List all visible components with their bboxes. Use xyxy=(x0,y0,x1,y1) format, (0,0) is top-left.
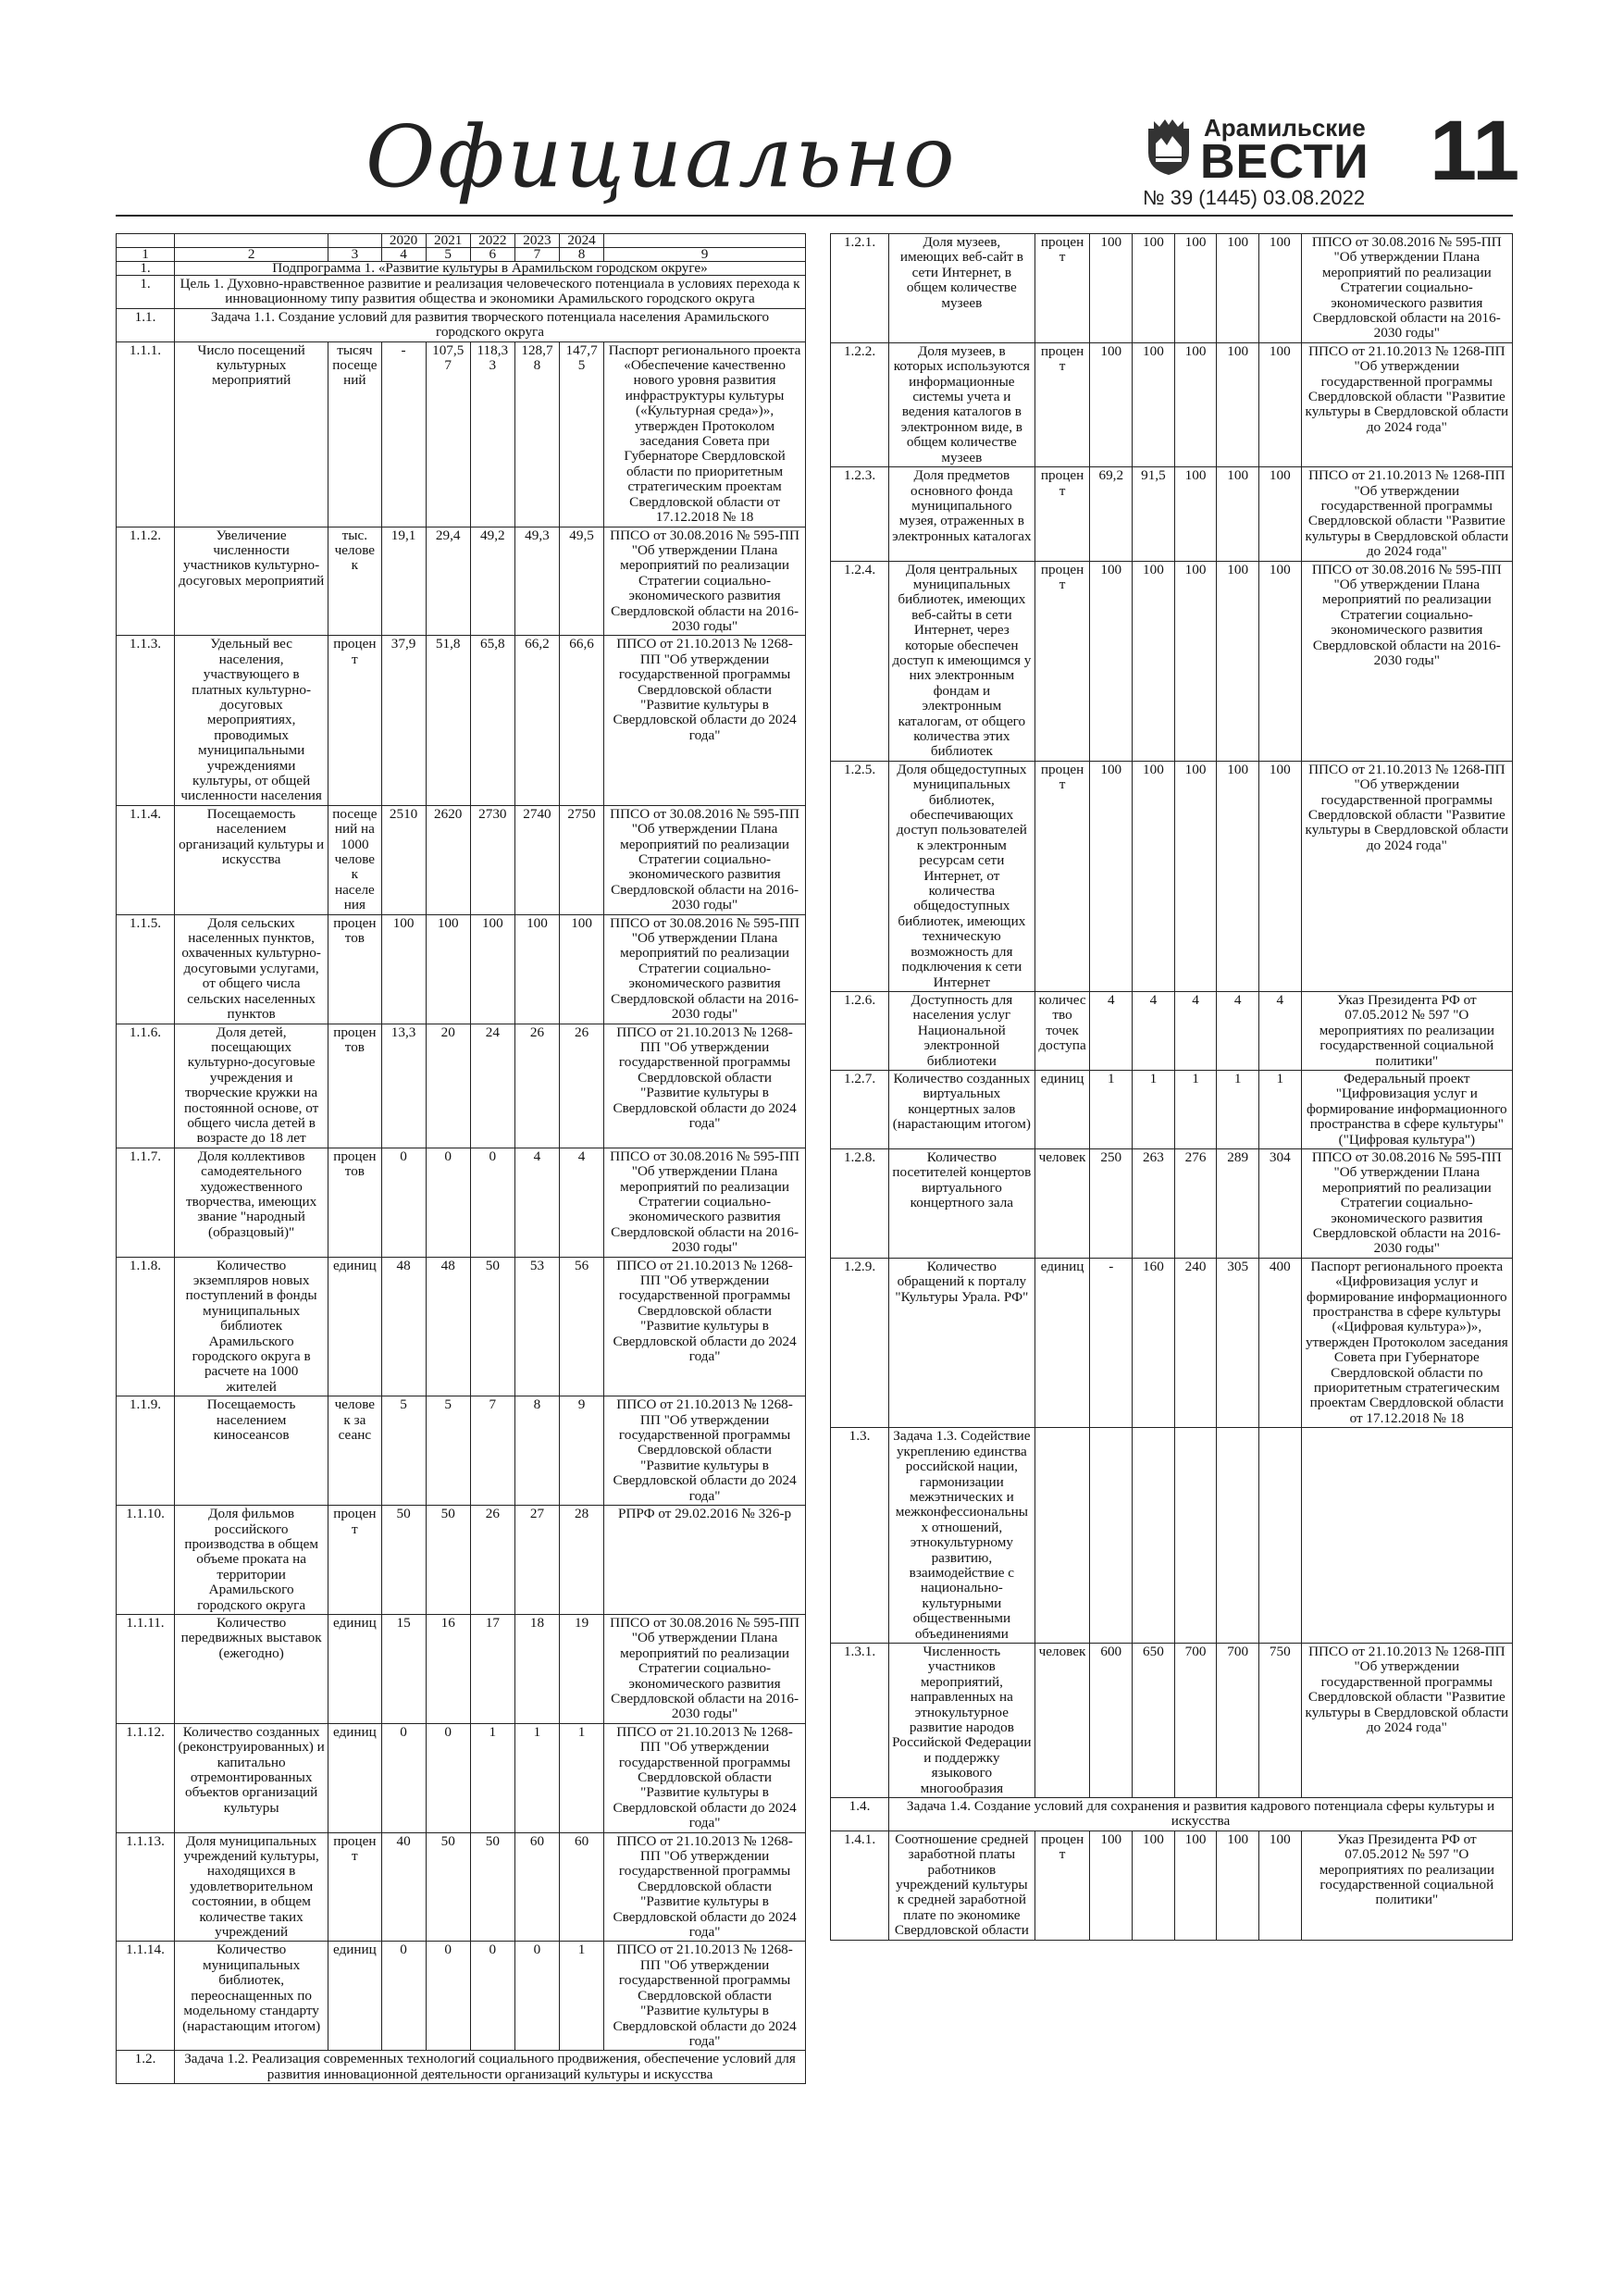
value-2020: 13,3 xyxy=(381,1024,426,1148)
indicator-name: Количество экземпляров новых поступлений в фонды муниципальных библиотек Арамильского городского округа в расчете на 1000 жителей xyxy=(175,1257,328,1396)
value-2022: 100 xyxy=(1174,561,1217,761)
year-header-row xyxy=(117,234,806,248)
program-title: Подпрограмма 1. «Развитие культуры в Арамильском городском округе» xyxy=(175,262,806,276)
indicator-name: Число посещений культурных мероприятий xyxy=(175,341,328,527)
value-2020: 48 xyxy=(381,1257,426,1396)
indicator-source: ППСО от 30.08.2016 № 595-ПП "Об утверждении Плана мероприятий по реализации Стратегии социально-экономического развития Свердловской области на 2016-2030 годы" xyxy=(604,805,806,914)
table-row xyxy=(117,1942,806,2051)
value-2024: 147,75 xyxy=(560,341,604,527)
value-2023: 1 xyxy=(1217,1070,1259,1148)
column-number: 3 xyxy=(328,248,381,262)
value-2024: 100 xyxy=(1259,561,1302,761)
value-2023: 100 xyxy=(1217,342,1259,466)
indicator-source: Указ Президента РФ от 07.05.2012 № 597 "О мероприятиях по реализации государственной социальной политики" xyxy=(1301,1831,1512,1940)
indicator-source: ППСО от 21.10.2013 № 1268-ПП "Об утверждении государственной программы Свердловской области "Развитие культуры в Свердловской области до 2024 года" xyxy=(604,1257,806,1396)
indicator-number: 1.1.9. xyxy=(117,1396,175,1506)
value-2022: 49,2 xyxy=(470,527,514,636)
goal-text: Цель 1. Духовно-нравственное развитие и реализация человеческого потенциала в условиях перехода к инновационному типу развития общества и экономики Арамильского городского округа xyxy=(175,276,806,309)
value-2024: 4 xyxy=(1259,991,1302,1070)
indicator-source: ППСО от 21.10.2013 № 1268-ПП "Об утверждении государственной программы Свердловской области "Развитие культуры в Свердловской области до 2024 года" xyxy=(604,636,806,805)
value-2022: 100 xyxy=(1174,234,1217,343)
indicator-number: 1.4.1. xyxy=(831,1831,889,1940)
indicator-number: 1.2.3. xyxy=(831,467,889,561)
indicator-number: 1.1.2. xyxy=(117,527,175,636)
table-row xyxy=(117,1396,806,1506)
indicator-number: 1.3.1. xyxy=(831,1643,889,1797)
indicator-number: 1.2.7. xyxy=(831,1070,889,1148)
value-2024: 304 xyxy=(1259,1148,1302,1258)
indicator-unit: человек xyxy=(1035,1643,1090,1797)
table-row xyxy=(831,561,1513,761)
indicator-name: Посещаемость населением киносеансов xyxy=(175,1396,328,1506)
value-2023: 60 xyxy=(514,1832,559,1942)
value-2020: 0 xyxy=(381,1942,426,2051)
value-2023: 4 xyxy=(514,1148,559,1257)
indicator-name: Доля общедоступных муниципальных библиотек, обеспечивающих доступ пользователей к электронным ресурсам сети Интернет, от количества общедоступных библиотек, имеющих техническую возможность для подключения к сети Интернет xyxy=(889,761,1035,991)
value-2021: 2620 xyxy=(426,805,470,914)
indicator-number: 1.2.9. xyxy=(831,1258,889,1427)
indicator-source: Федеральный проект "Цифровизация услуг и формирование информационного пространства в сфере культуры" ("Цифровая культура") xyxy=(1301,1070,1512,1148)
value-2021: 107,57 xyxy=(426,341,470,527)
value-2023: 1 xyxy=(514,1723,559,1832)
table-row xyxy=(117,1148,806,1257)
value-2023: 8 xyxy=(514,1396,559,1506)
indicator-number: 1.1.13. xyxy=(117,1832,175,1942)
column-number: 5 xyxy=(426,248,470,262)
indicator-source: РПРФ от 29.02.2016 № 326-р xyxy=(604,1506,806,1615)
indicator-source: ППСО от 21.10.2013 № 1268-ПП "Об утверждении государственной программы Свердловской области "Развитие культуры в Свердловской области до 2024 года" xyxy=(1301,1643,1512,1797)
indicator-name: Количество посетителей концертов виртуального концертного зала xyxy=(889,1148,1035,1258)
task-text: Задача 1.2. Реализация современных технологий социального продвижения, обеспечение условий для развития инновационной деятельности организаций культуры и искусства xyxy=(175,2051,806,2084)
indicator-name: Удельный вес населения, участвующего в платных культурно-досуговых мероприятиях, проводимых муниципальными учреждениями культуры, от общей численности населения xyxy=(175,636,328,805)
value-2021: 100 xyxy=(1133,342,1175,466)
table-row xyxy=(117,1024,806,1148)
value-2021: 160 xyxy=(1133,1258,1175,1427)
indicator-unit: количество точек доступа xyxy=(1035,991,1090,1070)
value-2023: 128,78 xyxy=(514,341,559,527)
indicator-number: 1.1.10. xyxy=(117,1506,175,1615)
value-2024: 2750 xyxy=(560,805,604,914)
value-2022: 100 xyxy=(1174,342,1217,466)
indicator-unit: единиц xyxy=(1035,1070,1090,1148)
value-2024: 26 xyxy=(560,1024,604,1148)
value-2024: 100 xyxy=(1259,1831,1302,1940)
indicator-unit: процент xyxy=(1035,342,1090,466)
task-text: Задача 1.3. Содействие укреплению единства российской нации, гармонизации межэтнических и межконфессиональных отношений, этнокультурному развитию, взаимодействие с национально-культурными общественными объединениями xyxy=(889,1428,1035,1644)
column-number: 8 xyxy=(560,248,604,262)
table-row xyxy=(117,1723,806,1832)
value-2022: 0 xyxy=(470,1942,514,2051)
value-2020: 100 xyxy=(1090,234,1133,343)
value-2020: 2510 xyxy=(381,805,426,914)
value-2022: 118,33 xyxy=(470,341,514,527)
value-2020: 50 xyxy=(381,1506,426,1615)
table-row xyxy=(831,991,1513,1070)
indicator-unit: процент xyxy=(1035,1831,1090,1940)
value-2023: 100 xyxy=(1217,761,1259,991)
column-number: 1 xyxy=(117,248,175,262)
indicator-name: Доля коллективов самодеятельного художественного творчества, имеющих звание "народный (образцовый)" xyxy=(175,1148,328,1257)
value-2020: - xyxy=(381,341,426,527)
value-2023: 100 xyxy=(1217,234,1259,343)
value-2023: 49,3 xyxy=(514,527,559,636)
indicator-unit: процент xyxy=(328,636,381,805)
value-2022: 100 xyxy=(1174,761,1217,991)
table-row xyxy=(117,527,806,636)
indicator-unit: процент xyxy=(1035,467,1090,561)
task-row xyxy=(117,308,806,341)
value-2024: 1 xyxy=(1259,1070,1302,1148)
indicator-name: Количество созданных (реконструированных) и капитально отремонтированных объектов организаций культуры xyxy=(175,1723,328,1832)
indicator-source: ППСО от 30.08.2016 № 595-ПП "Об утверждении Плана мероприятий по реализации Стратегии социально-экономического развития Свердловской области на 2016-2030 годы" xyxy=(1301,561,1512,761)
indicator-number: 1.2.4. xyxy=(831,561,889,761)
indicator-unit: единиц xyxy=(328,1942,381,2051)
value-2023: 4 xyxy=(1217,991,1259,1070)
value-2021: 100 xyxy=(426,914,470,1024)
indicator-name: Численность участников мероприятий, направленных на этнокультурное развитие народов Российской Федерации и поддержку языкового многообразия xyxy=(889,1643,1035,1797)
indicators-table-left xyxy=(116,233,806,2084)
value-2022: 65,8 xyxy=(470,636,514,805)
value-2020: 69,2 xyxy=(1090,467,1133,561)
value-2020: 100 xyxy=(381,914,426,1024)
table-row xyxy=(117,1257,806,1396)
task-row xyxy=(831,1428,1513,1644)
value-2020: 100 xyxy=(1090,761,1133,991)
value-2023: 289 xyxy=(1217,1148,1259,1258)
indicator-number: 1.1.12. xyxy=(117,1723,175,1832)
indicator-name: Доля детей, посещающих культурно-досуговые учреждения и творческие кружки на постоянной основе, от общего числа детей в возрасте до 18 лет xyxy=(175,1024,328,1148)
value-2022: 100 xyxy=(470,914,514,1024)
value-2022: 26 xyxy=(470,1506,514,1615)
value-2020: 1 xyxy=(1090,1070,1133,1148)
indicator-unit: посещений на 1000 человек населения xyxy=(328,805,381,914)
table-row xyxy=(117,1506,806,1615)
indicator-source: ППСО от 21.10.2013 № 1268-ПП "Об утверждении государственной программы Свердловской области "Развитие культуры в Свердловской области до 2024 года" xyxy=(604,1832,806,1942)
value-2020: 250 xyxy=(1090,1148,1133,1258)
value-2024: 100 xyxy=(560,914,604,1024)
column-number: 7 xyxy=(514,248,559,262)
value-2022: 50 xyxy=(470,1832,514,1942)
value-2020: 4 xyxy=(1090,991,1133,1070)
program-number: 1. xyxy=(117,262,175,276)
value-2021: 0 xyxy=(426,1942,470,2051)
value-2022: 240 xyxy=(1174,1258,1217,1427)
table-row xyxy=(831,342,1513,466)
indicator-number: 1.1.8. xyxy=(117,1257,175,1396)
value-2022: 276 xyxy=(1174,1148,1217,1258)
value-2023: 100 xyxy=(1217,1831,1259,1940)
indicator-number: 1.1.11. xyxy=(117,1614,175,1723)
value-2024: 4 xyxy=(560,1148,604,1257)
value-2024: 56 xyxy=(560,1257,604,1396)
value-2021: 20 xyxy=(426,1024,470,1148)
indicator-unit: единиц xyxy=(328,1723,381,1832)
indicator-source: Паспорт регионального проекта «Обеспечение качественно нового уровня развития инфраструктуры культуры («Культурная среда»)», утвержден Протоколом заседания Совета при Губернаторе Свердловской области по приоритетным стратегическим проектам Свердловской области от 17.12.2018 № 18 xyxy=(604,341,806,527)
value-2021: 50 xyxy=(426,1832,470,1942)
value-2023: 27 xyxy=(514,1506,559,1615)
indicator-name: Доля музеев, в которых используются информационные системы учета и ведения каталогов в электронном виде, в общем количестве музеев xyxy=(889,342,1035,466)
indicator-name: Количество муниципальных библиотек, переоснащенных по модельному стандарту (нарастающим итогом) xyxy=(175,1942,328,2051)
value-2021: 263 xyxy=(1133,1148,1175,1258)
value-2021: 16 xyxy=(426,1614,470,1723)
table-row xyxy=(831,467,1513,561)
program-row xyxy=(117,262,806,276)
value-2023: 26 xyxy=(514,1024,559,1148)
value-2024: 9 xyxy=(560,1396,604,1506)
value-2023: 0 xyxy=(514,1942,559,2051)
table-row xyxy=(831,1643,1513,1797)
indicator-unit: процентов xyxy=(328,1148,381,1257)
indicator-name: Количество обращений к порталу "Культуры Урала. РФ" xyxy=(889,1258,1035,1427)
value-2022: 1 xyxy=(1174,1070,1217,1148)
value-2020: - xyxy=(1090,1258,1133,1427)
indicator-unit: человек за сеанс xyxy=(328,1396,381,1506)
indicator-source: ППСО от 30.08.2016 № 595-ПП "Об утверждении Плана мероприятий по реализации Стратегии социально-экономического развития Свердловской области на 2016-2030 годы" xyxy=(1301,1148,1512,1258)
indicator-name: Доля предметов основного фонда муниципального музея, отраженных в электронных каталогах xyxy=(889,467,1035,561)
indicator-source: ППСО от 30.08.2016 № 595-ПП "Об утверждении Плана мероприятий по реализации Стратегии социально-экономического развития Свердловской области на 2016-2030 годы" xyxy=(1301,234,1512,343)
indicator-name: Количество передвижных выставок (ежегодно) xyxy=(175,1614,328,1723)
indicator-unit: тыс. человек xyxy=(328,527,381,636)
indicator-unit: процент xyxy=(1035,561,1090,761)
value-2020: 19,1 xyxy=(381,527,426,636)
value-2022: 2730 xyxy=(470,805,514,914)
value-2021: 51,8 xyxy=(426,636,470,805)
indicator-unit: единиц xyxy=(328,1257,381,1396)
value-2020: 15 xyxy=(381,1614,426,1723)
task-row xyxy=(831,1798,1513,1831)
value-2020: 100 xyxy=(1090,1831,1133,1940)
value-2020: 0 xyxy=(381,1148,426,1257)
value-2021: 100 xyxy=(1133,761,1175,991)
value-2022: 50 xyxy=(470,1257,514,1396)
table-row xyxy=(117,1614,806,1723)
value-2022: 0 xyxy=(470,1148,514,1257)
task-text: Задача 1.1. Создание условий для развития творческого потенциала населения Арамильского городского округа xyxy=(175,308,806,341)
value-2020: 37,9 xyxy=(381,636,426,805)
indicator-number: 1.1.14. xyxy=(117,1942,175,2051)
logo-subtitle: Арамильские xyxy=(1204,114,1366,142)
indicator-number: 1.1.7. xyxy=(117,1148,175,1257)
indicator-name: Доля центральных муниципальных библиотек, имеющих веб-сайты в сети Интернет, через которые обеспечен доступ к имеющимся у них электронным фондам и электронным каталогам, от общего количества этих библиотек xyxy=(889,561,1035,761)
indicator-unit: процент xyxy=(1035,234,1090,343)
value-2021: 0 xyxy=(426,1723,470,1832)
value-2020: 100 xyxy=(1090,561,1133,761)
indicator-name: Увеличение численности участников культурно-досуговых мероприятий xyxy=(175,527,328,636)
task-number: 1.2. xyxy=(117,2051,175,2084)
table-row xyxy=(117,914,806,1024)
value-2023: 100 xyxy=(1217,561,1259,761)
indicator-number: 1.2.1. xyxy=(831,234,889,343)
value-2024: 400 xyxy=(1259,1258,1302,1427)
year-header: 2021 xyxy=(426,234,470,248)
indicator-source: ППСО от 30.08.2016 № 595-ПП "Об утверждении Плана мероприятий по реализации Стратегии социально-экономического развития Свердловской области на 2016-2030 годы" xyxy=(604,1148,806,1257)
task-row xyxy=(117,2051,806,2084)
value-2024: 100 xyxy=(1259,467,1302,561)
value-2022: 4 xyxy=(1174,991,1217,1070)
indicator-source: Указ Президента РФ от 07.05.2012 № 597 "О мероприятиях по реализации государственной социальной политики" xyxy=(1301,991,1512,1070)
table-row xyxy=(831,1070,1513,1148)
task-text: Задача 1.4. Создание условий для сохранения и развития кадрового потенциала сферы культуры и искусства xyxy=(889,1798,1513,1831)
value-2022: 7 xyxy=(470,1396,514,1506)
value-2022: 24 xyxy=(470,1024,514,1148)
value-2023: 18 xyxy=(514,1614,559,1723)
indicator-number: 1.2.8. xyxy=(831,1148,889,1258)
table-row xyxy=(117,805,806,914)
column-number: 2 xyxy=(175,248,328,262)
value-2024: 100 xyxy=(1259,234,1302,343)
indicator-source: ППСО от 21.10.2013 № 1268-ПП "Об утверждении государственной программы Свердловской области "Развитие культуры в Свердловской области до 2024 года" xyxy=(604,1024,806,1148)
table-row xyxy=(831,761,1513,991)
value-2021: 100 xyxy=(1133,1831,1175,1940)
value-2024: 1 xyxy=(560,1942,604,2051)
value-2022: 1 xyxy=(470,1723,514,1832)
indicator-number: 1.2.5. xyxy=(831,761,889,991)
indicator-name: Доля музеев, имеющих веб-сайт в сети Интернет, в общем количестве музеев xyxy=(889,234,1035,343)
coat-of-arms-icon xyxy=(1143,116,1195,177)
indicator-unit: процент xyxy=(328,1832,381,1942)
value-2020: 600 xyxy=(1090,1643,1133,1797)
indicator-number: 1.1.6. xyxy=(117,1024,175,1148)
year-header: 2023 xyxy=(514,234,559,248)
value-2021: 650 xyxy=(1133,1643,1175,1797)
indicator-name: Количество созданных виртуальных концертных залов (нарастающим итогом) xyxy=(889,1070,1035,1148)
indicator-source: ППСО от 21.10.2013 № 1268-ПП "Об утверждении государственной программы Свердловской области "Развитие культуры в Свердловской области до 2024 года" xyxy=(1301,761,1512,991)
indicator-source: ППСО от 21.10.2013 № 1268-ПП "Об утверждении государственной программы Свердловской области "Развитие культуры в Свердловской области до 2024 года" xyxy=(1301,467,1512,561)
indicator-unit: процент xyxy=(328,1506,381,1615)
goal-number: 1. xyxy=(117,276,175,309)
table-row xyxy=(117,1832,806,1942)
year-header: 2022 xyxy=(470,234,514,248)
indicator-number: 1.1.4. xyxy=(117,805,175,914)
value-2021: 91,5 xyxy=(1133,467,1175,561)
newspaper-logo[interactable] xyxy=(1143,108,1374,189)
indicator-number: 1.1.5. xyxy=(117,914,175,1024)
table-row xyxy=(831,234,1513,343)
indicator-name: Доля фильмов российского производства в общем объеме проката на территории Арамильского городского округа xyxy=(175,1506,328,1615)
indicator-source: ППСО от 21.10.2013 № 1268-ПП "Об утверждении государственной программы Свердловской области "Развитие культуры в Свердловской области до 2024 года" xyxy=(604,1396,806,1506)
indicator-name: Посещаемость населением организаций культуры и искусства xyxy=(175,805,328,914)
logo-title: ВЕСТИ xyxy=(1200,135,1369,189)
column-number: 4 xyxy=(381,248,426,262)
table-row xyxy=(831,1831,1513,1940)
column-number-row xyxy=(117,248,806,262)
table-row xyxy=(831,1258,1513,1427)
value-2022: 17 xyxy=(470,1614,514,1723)
indicator-source: ППСО от 30.08.2016 № 595-ПП "Об утверждении Плана мероприятий по реализации Стратегии социально-экономического развития Свердловской области на 2016-2030 годы" xyxy=(604,527,806,636)
indicator-name: Соотношение средней заработной платы работников учреждений культуры к средней заработной плате по экономике Свердловской области xyxy=(889,1831,1035,1940)
value-2020: 40 xyxy=(381,1832,426,1942)
indicator-number: 1.2.6. xyxy=(831,991,889,1070)
value-2024: 750 xyxy=(1259,1643,1302,1797)
masthead xyxy=(116,97,1520,217)
indicator-source: ППСО от 21.10.2013 № 1268-ПП "Об утверждении государственной программы Свердловской области "Развитие культуры в Свердловской области до 2024 года" xyxy=(604,1942,806,2051)
value-2021: 48 xyxy=(426,1257,470,1396)
indicator-number: 1.1.3. xyxy=(117,636,175,805)
value-2024: 28 xyxy=(560,1506,604,1615)
value-2022: 700 xyxy=(1174,1643,1217,1797)
value-2024: 60 xyxy=(560,1832,604,1942)
task-number: 1.3. xyxy=(831,1428,889,1644)
value-2020: 5 xyxy=(381,1396,426,1506)
year-header: 2024 xyxy=(560,234,604,248)
value-2021: 4 xyxy=(1133,991,1175,1070)
value-2021: 5 xyxy=(426,1396,470,1506)
value-2022: 100 xyxy=(1174,467,1217,561)
indicator-number: 1.2.2. xyxy=(831,342,889,466)
indicator-name: Доля муниципальных учреждений культуры, находящихся в удовлетворительном состоянии, в общем количестве таких учреждений xyxy=(175,1832,328,1942)
page-number: 11 xyxy=(1430,104,1520,198)
goal-row xyxy=(117,276,806,309)
value-2024: 66,6 xyxy=(560,636,604,805)
indicator-name: Доступность для населения услуг Национальной электронной библиотеки xyxy=(889,991,1035,1070)
value-2023: 305 xyxy=(1217,1258,1259,1427)
indicator-source: ППСО от 30.08.2016 № 595-ПП "Об утверждении Плана мероприятий по реализации Стратегии социально-экономического развития Свердловской области на 2016-2030 годы" xyxy=(604,1614,806,1723)
column-number: 6 xyxy=(470,248,514,262)
value-2022: 100 xyxy=(1174,1831,1217,1940)
table-row xyxy=(117,341,806,527)
indicator-source: ППСО от 21.10.2013 № 1268-ПП "Об утверждении государственной программы Свердловской области "Развитие культуры в Свердловской области до 2024 года" xyxy=(1301,342,1512,466)
value-2020: 100 xyxy=(1090,342,1133,466)
value-2023: 53 xyxy=(514,1257,559,1396)
value-2021: 0 xyxy=(426,1148,470,1257)
value-2024: 1 xyxy=(560,1723,604,1832)
indicator-unit: единиц xyxy=(1035,1258,1090,1427)
table-row xyxy=(831,1148,1513,1258)
indicators-table-right xyxy=(830,233,1513,1941)
indicator-source: ППСО от 30.08.2016 № 595-ПП "Об утверждении Плана мероприятий по реализации Стратегии социально-экономического развития Свердловской области на 2016-2030 годы" xyxy=(604,914,806,1024)
indicator-source: ППСО от 21.10.2013 № 1268-ПП "Об утверждении государственной программы Свердловской области "Развитие культуры в Свердловской области до 2024 года" xyxy=(604,1723,806,1832)
indicator-number: 1.1.1. xyxy=(117,341,175,527)
value-2024: 49,5 xyxy=(560,527,604,636)
indicator-unit: процентов xyxy=(328,1024,381,1148)
value-2021: 50 xyxy=(426,1506,470,1615)
indicator-unit: процентов xyxy=(328,914,381,1024)
value-2024: 100 xyxy=(1259,342,1302,466)
indicator-unit: тысяч посещений xyxy=(328,341,381,527)
value-2021: 29,4 xyxy=(426,527,470,636)
header-rule xyxy=(116,215,1513,217)
value-2023: 100 xyxy=(514,914,559,1024)
value-2024: 19 xyxy=(560,1614,604,1723)
task-number: 1.4. xyxy=(831,1798,889,1831)
value-2023: 2740 xyxy=(514,805,559,914)
indicator-source: Паспорт регионального проекта «Цифровизация услуг и формирование информационного пространства в сфере культуры («Цифровая культура»)», утвержден Протоколом заседания Совета при Губернаторе Свердловской области по приоритетным стратегическим проектам Свердловской области от 17.12.2018 № 18 xyxy=(1301,1258,1512,1427)
indicator-unit: человек xyxy=(1035,1148,1090,1258)
year-header: 2020 xyxy=(381,234,426,248)
indicator-name: Доля сельских населенных пунктов, охваченных культурно-досуговыми услугами, от общего числа сельских населенных пунктов xyxy=(175,914,328,1024)
issue-info: № 39 (1445) 03.08.2022 xyxy=(1143,186,1366,209)
section-title: Официально xyxy=(365,107,958,206)
value-2023: 66,2 xyxy=(514,636,559,805)
value-2024: 100 xyxy=(1259,761,1302,991)
indicator-unit: единиц xyxy=(328,1614,381,1723)
value-2021: 100 xyxy=(1133,234,1175,343)
indicator-unit: процент xyxy=(1035,761,1090,991)
task-number: 1.1. xyxy=(117,308,175,341)
value-2021: 100 xyxy=(1133,561,1175,761)
table-row xyxy=(117,636,806,805)
value-2020: 0 xyxy=(381,1723,426,1832)
value-2023: 100 xyxy=(1217,467,1259,561)
value-2023: 700 xyxy=(1217,1643,1259,1797)
column-number: 9 xyxy=(604,248,806,262)
value-2021: 1 xyxy=(1133,1070,1175,1148)
